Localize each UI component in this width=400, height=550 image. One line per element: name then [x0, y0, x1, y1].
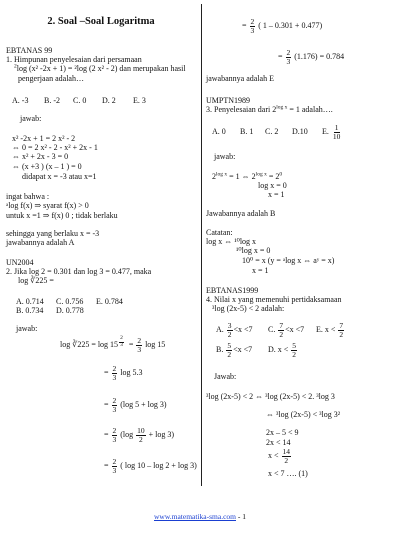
q1-step: didapat x = -3 atau x=1	[22, 172, 97, 181]
q1-step: x² -2x + 1 = 2 x² - 2	[12, 134, 76, 143]
q4-work-line5: x < $\frac{14}{2}$	[268, 447, 291, 465]
q1-source: EBTANAS 99	[6, 46, 53, 55]
q3-source: UMPTN1989	[206, 96, 251, 105]
q3-question: 3. Penyelesaian dari $2^{log x} = 1$ adalah….	[206, 104, 333, 114]
q1-question-line3: pengerjaan adalah…	[18, 74, 84, 83]
q1-options	[12, 96, 146, 106]
q2-work-line1: log ∛225 = log 15 $^{\frac{2}{3}}$ = $\frac{2}{3}$ log 15	[60, 335, 166, 354]
q2-source: UN2004	[6, 258, 34, 267]
q2-work-line5: = $\frac{2}{3}$ ( log 10 – log 2 + log 3)	[104, 457, 197, 475]
q1-step: ⇔ 0 = 2 x² - 2 - x² + 2x - 1	[12, 143, 98, 152]
footer-page-number: - 1	[236, 512, 246, 521]
q1-step: ⇔ (x +3 ) (x – 1 ) = 0	[12, 162, 82, 171]
q2-final-answer: jawabannya adalah E	[206, 74, 274, 83]
catatan-line: log x ⇔ ¹⁰log x	[206, 237, 257, 246]
q3-option-a: A. 0	[212, 126, 226, 136]
q2-continuation-line1: = $\frac{2}{3}$ ( 1 – 0.301 + 0.477)	[242, 17, 323, 35]
q4-question-line2: ³log (2x-5) < 2 adalah:	[212, 304, 285, 313]
q1-option-c: C. 0	[73, 96, 87, 105]
q1-option-b: B. -2	[44, 96, 60, 105]
catatan-line: 10⁰ = x (y = ᵃlog x ⇔ aʸ = x)	[242, 256, 335, 265]
q3-option-e: E. $\frac{1}{10}$	[322, 123, 341, 141]
footer-website-link[interactable]: www.matematika-sma.com	[154, 512, 236, 521]
catatan-line: x = 1	[252, 266, 269, 275]
catatan-line: ¹⁰log x = 0	[236, 246, 271, 255]
q4-work-line4: 2x < 14	[266, 438, 291, 447]
q4-answer-label: Jawab:	[214, 372, 237, 381]
q2-option-d: D. 0.778	[56, 306, 84, 315]
q4-option-b: B. $\frac{5}{2}$ <x <7	[216, 341, 253, 359]
q3-step2: log x = 0	[258, 181, 287, 190]
q4-work-line1: ³log (2x-5) < 2 ⇔ ³log (2x-5) < 2. ³log 3	[206, 392, 335, 401]
q3-answer: Jawabannya adalah B	[206, 209, 276, 218]
q4-option-c: C. $\frac{7}{2}$ <x <7	[268, 321, 305, 339]
q3-step3: x = 1	[268, 190, 285, 199]
q1-answer: jawabannya adalah A	[6, 238, 75, 247]
q1-answer-label: jawab:	[20, 114, 42, 123]
q4-option-e: E. x < $\frac{7}{2}$	[316, 321, 344, 339]
q1-question-line1: 1. Himpunan penyelesaian dari persamaan	[6, 55, 142, 64]
q1-conclusion: sehingga yang berlaku x = -3	[6, 229, 100, 238]
q4-options-row2	[216, 342, 298, 358]
q2-options-row2	[16, 306, 84, 316]
q2-question-line2: log ∛225 =	[18, 276, 54, 285]
q4-source: EBTANAS1999	[206, 286, 259, 295]
q2-continuation-line2: = $\frac{2}{3}$ (1.176) = 0.784	[278, 48, 345, 66]
q2-work-line4: = $\frac{2}{3}$ (log $\frac{10}{2}$ + log 3)	[104, 426, 175, 444]
q1-option-e: E. 3	[133, 96, 146, 105]
q1-note-heading: ingat bahwa :	[6, 192, 50, 201]
page-title: 2. Soal –Soal Logaritma	[47, 16, 155, 27]
q4-work-line3: 2x – 5 < 9	[266, 428, 299, 437]
q1-option-a: A. -3	[12, 96, 29, 105]
q1-step: ⇔ x² + 2x - 3 = 0	[12, 152, 69, 161]
q4-work-line6: x < 7 …. (1)	[268, 469, 308, 478]
q4-option-a: A. $\frac{3}{2}$ <x <7	[216, 321, 253, 339]
q2-answer-label: jawab:	[16, 324, 38, 333]
q2-option-a: A. 0.714	[16, 297, 44, 306]
q4-option-d: D. x < $\frac{5}{2}$	[268, 341, 297, 359]
q3-option-b: B. 1	[240, 126, 254, 136]
q2-option-e: E. 0.784	[96, 297, 123, 306]
q2-work-line2: = $\frac{2}{3}$ log 5.3	[104, 364, 143, 382]
q1-question-line2: $^2$log (x² -2x + 1) = ²log (2 x² - 2) dan merupakan hasil	[14, 63, 186, 73]
q3-option-d: D.10	[292, 126, 308, 136]
q3-answer-label: jawab:	[214, 152, 236, 161]
q3-option-c: C. 2	[265, 126, 279, 136]
q2-option-c: C. 0.756	[56, 297, 84, 306]
q1-note-check: untuk x =1 ⇒ f(x) 0 ; tidak berlaku	[6, 211, 118, 220]
catatan-label: Catatan:	[206, 228, 233, 237]
q1-option-d: D. 2	[102, 96, 116, 105]
column-divider	[201, 4, 202, 486]
q1-note-rule: ᵃlog f(x) ⇒ syarat f(x) > 0	[6, 201, 89, 210]
q4-question-line1: 4. Nilai x yang memenuhi pertidaksamaan	[206, 295, 342, 304]
q2-work-line3: = $\frac{2}{3}$ (log 5 + log 3)	[104, 396, 167, 414]
page-footer	[0, 512, 400, 522]
q4-work-line2: ⇔ ³log (2x-5) < ³log 3²	[266, 410, 341, 419]
q3-step1: $2^{log x} = 1$ ⇔ $2^{log x} = 2^0$	[212, 171, 283, 181]
q2-question-line1: 2. Jika log 2 = 0.301 dan log 3 = 0.477, maka	[6, 267, 152, 276]
q3-options	[212, 124, 342, 140]
q2-option-b: B. 0.734	[16, 306, 44, 315]
q4-options-row1	[216, 322, 345, 338]
